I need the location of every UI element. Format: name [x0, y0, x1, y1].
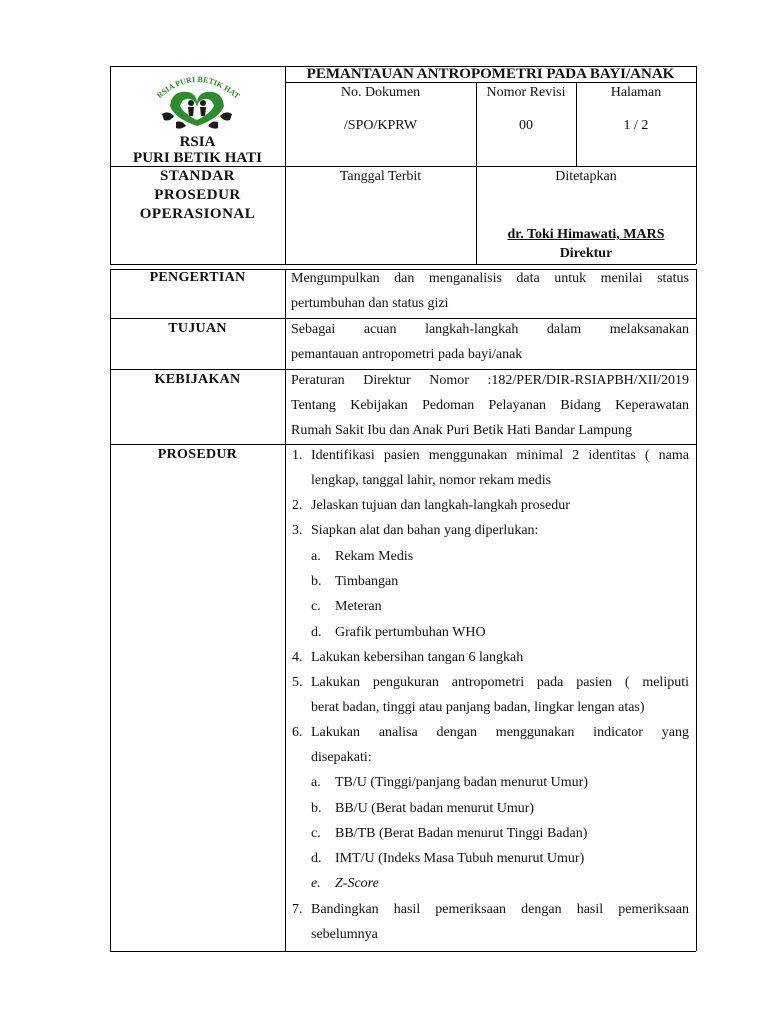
step-number: 6. [292, 725, 303, 740]
sub-item-text: BB/TB (Berat Badan menurut Tinggi Badan) [335, 826, 588, 841]
step-3-line1: Siapkan alat dan bahan yang diperlukan: [311, 523, 539, 538]
tujuan-text-line2: pemantauan antropometri pada bayi/anak [291, 347, 523, 362]
sub-item-text: Rekam Medis [335, 549, 414, 564]
logo-arc-text: RSIA PURI BETIK HAT [155, 74, 242, 101]
tujuan-text-line1: Sebagai acuan langkah-langkah dalam melaksanakan [291, 322, 689, 337]
step-number: 7. [292, 902, 303, 917]
hospital-logo [150, 70, 245, 132]
sop-label-line1: STANDAR [160, 168, 235, 184]
table-border-row3 [110, 444, 696, 445]
sub-item-text: TB/U (Tinggi/panjang badan menurut Umur) [335, 775, 589, 790]
step-number: 1. [292, 448, 303, 463]
sop-label-line3: OPERASIONAL [139, 206, 256, 222]
step-5-line1: Lakukan pengukuran antropometri pada pasien ( meliputi [311, 675, 689, 690]
sub-item-letter: a. [311, 775, 321, 790]
sub-item-text: BB/U (Berat badan menurut Umur) [335, 801, 535, 816]
kebijakan-text-line1: Peraturan Direktur Nomor :182/PER/DIR-RSIAPBH/XII/2019 [291, 373, 689, 388]
step-2-line1: Jelaskan tujuan dan langkah-langkah prosedur [311, 498, 570, 513]
table-border-title-bottom [285, 82, 696, 83]
doc-number-label: No. Dokumen [340, 85, 421, 100]
prosedur-label: PROSEDUR [157, 447, 238, 462]
table-border-body-bottom [110, 951, 696, 952]
table-border-row2 [110, 369, 696, 370]
hospital-name-line2: PURI BETIK HATI [133, 150, 262, 166]
step-number: 4. [292, 650, 303, 665]
step-6-line2: disepakati: [311, 750, 372, 765]
issued-date-label: Tanggal Terbit [339, 169, 422, 184]
page-value: 1 / 2 [623, 118, 649, 133]
pengertian-text-line1: Mengumpulkan dan menganalisis data untuk menilai status [291, 271, 689, 286]
sub-item-letter: d. [311, 851, 322, 866]
doc-number-value: /SPO/KPRW [343, 118, 418, 133]
sub-item-letter: b. [311, 574, 322, 589]
sub-item-text: Z-Score [335, 876, 379, 891]
sub-item-text: IMT/U (Indeks Masa Tubuh menurut Umur) [335, 851, 585, 866]
table-border-header-mid [110, 166, 696, 167]
table-border-header-bottom [110, 264, 696, 265]
kebijakan-text-line3: Rumah Sakit Ibu dan Anak Puri Betik Hati Bandar Lampung [291, 423, 633, 438]
sub-item-letter: b. [311, 801, 322, 816]
step-5-line2: berat badan, tinggi atau panjang badan, lingkar lengan atas) [311, 700, 645, 715]
revision-label: Nomor Revisi [486, 85, 566, 100]
table-border-body-right [696, 269, 697, 951]
sub-item-letter: c. [311, 826, 321, 841]
step-6-line1: Lakukan analisa dengan menggunakan indicator yang [311, 725, 689, 740]
sub-item-letter: a. [311, 549, 321, 564]
revision-value: 00 [519, 118, 533, 133]
hospital-name-line1: RSIA [179, 134, 216, 150]
approved-label: Ditetapkan [555, 169, 617, 184]
sub-item-text: Grafik pertumbuhan WHO [335, 625, 486, 640]
sub-item-text: Timbangan [335, 574, 399, 589]
pengertian-text-line2: pertumbuhan dan status gizi [291, 296, 449, 311]
table-border-body-col1 [285, 269, 286, 951]
pengertian-label: PENGERTIAN [149, 270, 246, 285]
step-1-line2: lengkap, tanggal lahir, nomor rekam medis [311, 473, 552, 488]
hospital-logo-graphic [150, 70, 245, 132]
step-number: 2. [292, 498, 303, 513]
sub-item-text: Meteran [335, 599, 382, 614]
step-number: 3. [292, 523, 303, 538]
step-7-line2: sebelumnya [311, 927, 378, 942]
kebijakan-label: KEBIJAKAN [154, 372, 241, 387]
sub-item-letter: e. [311, 876, 321, 891]
signatory-name: dr. Toki Himawati, MARS [507, 227, 665, 242]
step-4-line1: Lakukan kebersihan tangan 6 langkah [311, 650, 524, 665]
sub-item-letter: c. [311, 599, 321, 614]
svg-text:RSIA PURI BETIK HATI [150, 70, 242, 101]
step-number: 5. [292, 675, 303, 690]
sub-item-letter: d. [311, 625, 322, 640]
document-title: PEMANTAUAN ANTROPOMETRI PADA BAYI/ANAK [306, 66, 675, 82]
sop-label-line2: PROSEDUR [154, 187, 241, 203]
table-border-row1 [110, 318, 696, 319]
tujuan-label: TUJUAN [168, 321, 227, 336]
table-border-right [696, 66, 697, 264]
signatory-title: Direktur [559, 246, 613, 261]
kebijakan-text-line2: Tentang Kebijakan Pedoman Pelayanan Bidang Keperawatan [291, 398, 689, 413]
step-1-line1: Identifikasi pasien menggunakan minimal 2 identitas ( nama [311, 448, 689, 463]
page-label: Halaman [610, 85, 662, 100]
step-7-line1: Bandingkan hasil pemeriksaan dengan hasil pemeriksaan [311, 902, 689, 917]
